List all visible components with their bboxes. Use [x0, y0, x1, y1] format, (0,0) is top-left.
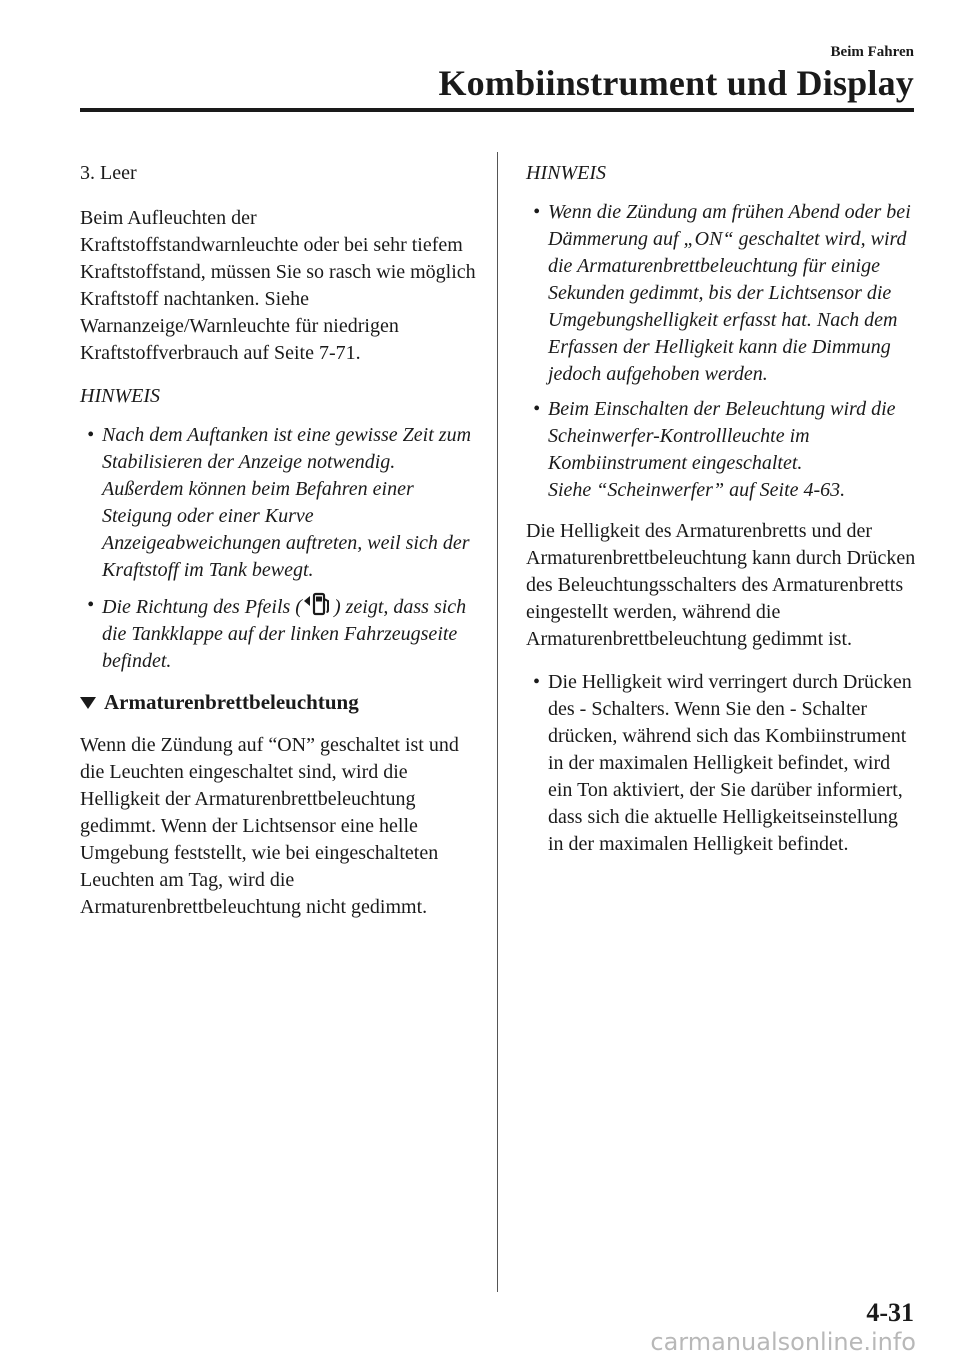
right-column	[526, 160, 918, 872]
list-item	[526, 669, 918, 858]
bullet-dot: •	[87, 424, 95, 446]
fuel-pump-arrow-icon	[303, 592, 333, 616]
triangle-down-icon	[80, 697, 96, 709]
note-item	[80, 592, 480, 675]
section-heading-text: Armaturenbrettbeleuchtung	[104, 690, 359, 714]
fuel-warning-paragraph: Beim Aufleuchten der Kraftstoffstandwarnleuchte oder bei sehr tiefem Kraftstoffstand, müssen Sie so rasch wie möglich Kraftstoff nachtanken. Siehe Warnanzeige/Warnleuchte für niedrigen Kraftstoffverbrauch auf Seite 7-71.	[80, 207, 476, 364]
note-heading: HINWEIS	[80, 385, 160, 407]
page-number: 4-31	[866, 1298, 914, 1327]
bullet-dot: •	[533, 201, 541, 223]
watermark: carmanualsonline.info	[650, 1328, 916, 1356]
note-item	[526, 199, 918, 388]
page-title: Kombiinstrument und Display	[438, 63, 914, 103]
note-text: Beim Einschalten der Beleuchtung wird die Scheinwerfer-Kontrollleuchte im Kombiinstrument eingeschaltet.	[548, 398, 896, 474]
note-list	[80, 422, 480, 675]
note-reference: Siehe “Scheinwerfer” auf Seite 4-63.	[548, 479, 846, 501]
note-heading: HINWEIS	[526, 162, 606, 184]
brightness-paragraph: Die Helligkeit des Armaturenbretts und der Armaturenbrettbeleuchtung kann durch Drücken des Beleuchtungsschalters des Armaturenbretts eingestellt werden, während die Armaturenbrettbeleuchtung gedimmt ist.	[526, 520, 916, 650]
bullet-dot: •	[87, 594, 95, 616]
bullet-dot: •	[533, 398, 541, 420]
note-item	[526, 396, 918, 504]
note-text: Nach dem Auftanken ist eine gewisse Zeit zum Stabilisieren der Anzeige notwendig. Außerdem können beim Befahren einer Steigung oder einer Kurve Anzeigeabweichungen auftreten, weil sich der Kraftstoff im Tank bewegt.	[102, 424, 472, 581]
left-column	[80, 160, 480, 937]
brightness-list	[526, 669, 918, 858]
note-text-post: ) zeigt, dass sich die Tankklappe auf der linken Fahrzeugseite befindet.	[102, 596, 467, 672]
note-list	[526, 199, 918, 504]
column-divider	[497, 152, 498, 1292]
section-heading	[80, 689, 480, 716]
step-3: 3. Leer	[80, 162, 137, 184]
dimming-paragraph: Wenn die Zündung auf “ON” geschaltet ist und die Leuchten eingeschaltet sind, wird die Helligkeit der Armaturenbrettbeleuchtung gedimmt. Wenn der Lichtsensor eine helle Umgebung feststellt, wie bei eingeschalteten Leuchten am Tag, wird die Armaturenbrettbeleuchtung nicht gedimmt.	[80, 734, 459, 918]
bullet-dot: •	[533, 671, 541, 693]
note-item	[80, 422, 480, 584]
note-text-pre: Die Richtung des Pfeils (	[102, 596, 302, 618]
note-text: Wenn die Zündung am frühen Abend oder bei Dämmerung auf „ON“ geschaltet wird, wird die Armaturenbrettbeleuchtung für einige Sekunden gedimmt, bis der Lichtsensor die Umgebungshelligkeit erfasst hat. Nach dem Erfassen der Helligkeit kann die Dimmung jedoch aufgehoben werden.	[548, 201, 911, 385]
header-section: Beim Fahren	[830, 44, 914, 60]
list-item-text: Die Helligkeit wird verringert durch Drücken des - Schalters. Wenn Sie den - Schalter drücken, während sich das Kombiinstrument in der maximalen Helligkeit befindet, wird ein Ton aktiviert, der Sie darüber informiert, dass sich die aktuelle Helligkeitseinstellung in der maximalen Helligkeit befindet.	[548, 671, 912, 855]
header-rule	[80, 108, 914, 112]
